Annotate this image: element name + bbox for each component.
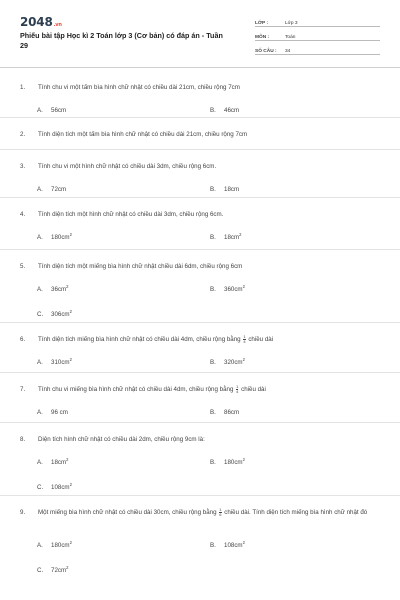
answer-option[interactable] (210, 542, 245, 549)
option-letter: A. (37, 107, 43, 114)
option-unit-exponent: 2 (242, 357, 245, 362)
logo-text: 2048 (20, 15, 53, 29)
option-letter: C. (37, 311, 44, 318)
option-value: 180cm (51, 542, 70, 549)
question-number: 4. (20, 211, 26, 218)
meta-key: SỐ CÂU : (255, 49, 277, 54)
option-unit-exponent: 2 (242, 284, 245, 289)
option-letter: C. (37, 484, 44, 491)
option-letter: B. (210, 459, 216, 466)
question-separator (0, 197, 400, 198)
question-text: Diện tích hình chữ nhật có chiều dài 2dm, chiều rộng 9cm là: (38, 436, 205, 443)
option-letter: A. (37, 542, 43, 549)
option-unit-exponent: 2 (69, 309, 72, 314)
option-value: 96 cm (51, 409, 68, 416)
option-unit-exponent: 2 (69, 540, 72, 545)
meta-value: 34 (285, 49, 291, 54)
question-number: 3. (20, 163, 26, 170)
option-value: 56cm (51, 107, 67, 114)
option-value: 180cm (51, 234, 70, 241)
meta-key: MÔN : (255, 35, 270, 40)
meta-row-subject (255, 28, 380, 41)
option-value: 72cm (51, 567, 67, 574)
option-value: 108cm (224, 542, 243, 549)
option-value: 36cm (51, 286, 67, 293)
question-text: Tính chu vi một tấm bìa hình chữ nhật có chiều dài 21cm, chiều rộng 7cm (38, 84, 240, 91)
option-value: 86cm (224, 409, 240, 416)
option-unit-exponent: 2 (66, 284, 69, 289)
question-separator (0, 495, 400, 496)
option-unit-exponent: 2 (242, 457, 245, 462)
answer-option[interactable] (37, 409, 68, 416)
question-text-before: Tính diện tích miếng bìa hình chữ nhật có chiều dài 4dm, chiều rộng bằng (38, 336, 241, 344)
question-text-before: Một miếng bìa hình chữ nhật có chiều dài 30cm, chiều rộng bằng (38, 509, 217, 517)
option-value: 18cm (224, 186, 240, 193)
question-number: 2. (20, 131, 26, 138)
answer-option[interactable] (210, 286, 245, 293)
answer-option[interactable] (37, 107, 66, 114)
meta-key: LỚP : (255, 21, 269, 26)
option-unit-exponent: 2 (242, 540, 245, 545)
option-unit-exponent: 2 (69, 482, 72, 487)
question-number: 8. (20, 436, 26, 443)
answer-option[interactable] (37, 567, 68, 574)
meta-value: Lớp 3 (285, 21, 298, 26)
option-value: 46cm (224, 107, 240, 114)
answer-option[interactable] (210, 459, 245, 466)
option-value: 18cm (51, 459, 67, 466)
question-text-before: Tính chu vi miếng bìa hình chữ nhật có chiều dài 4dm, chiều rộng bằng (38, 386, 234, 394)
question-number: 1. (20, 84, 26, 91)
question-separator (0, 249, 400, 250)
question-text: Tính diện tích một tấm bìa hình chữ nhật có chiều dài 21cm, chiều rộng 7cm (38, 131, 248, 138)
option-letter: A. (37, 186, 43, 193)
header-divider (0, 67, 400, 68)
fraction (236, 385, 238, 394)
fraction (219, 508, 221, 517)
option-letter: B. (210, 359, 216, 366)
meta-row-grade (255, 14, 380, 27)
question-text-after: chiều dài. Tính diện tích miếng bìa hình chữ nhật đó (224, 509, 368, 517)
answer-option[interactable] (37, 186, 66, 193)
meta-value: Toán (285, 35, 296, 40)
question-separator (0, 117, 400, 118)
option-letter: A. (37, 234, 43, 241)
option-unit-exponent: 2 (66, 457, 69, 462)
fraction-numerator: 1 (243, 334, 246, 339)
answer-option[interactable] (210, 359, 245, 366)
answer-option[interactable] (37, 359, 72, 366)
fraction-denominator: 6 (219, 512, 222, 517)
option-letter: A. (37, 359, 43, 366)
option-letter: A. (37, 286, 43, 293)
question-separator (0, 149, 400, 150)
fraction (243, 335, 245, 344)
option-value: 306cm (51, 311, 70, 318)
meta-row-question-count (255, 42, 380, 55)
question-text: Tính diện tích một miếng bìa hình chữ nhật chiều dài 6dm, chiều rộng 6cm (38, 263, 243, 270)
option-letter: B. (210, 542, 216, 549)
option-value: 108cm (51, 484, 70, 491)
option-unit-exponent: 2 (239, 232, 242, 237)
answer-option[interactable] (210, 409, 239, 416)
option-letter: B. (210, 186, 216, 193)
option-value: 180cm (224, 459, 243, 466)
answer-option[interactable] (37, 459, 68, 466)
question-text: Tính chu vi một hình chữ nhật có chiều dài 3dm, chiều rộng 6cm. (38, 163, 217, 170)
question-text: Tính diện tích một hình chữ nhật có chiều dài 3dm, chiều rộng 6cm. (38, 211, 224, 218)
option-letter: B. (210, 234, 216, 241)
option-letter: B. (210, 107, 216, 114)
question-text-after: chiều dài (248, 336, 274, 344)
question-text-after: chiều dài (241, 386, 266, 394)
option-value: 18cm (224, 234, 240, 241)
question-number: 9. (20, 509, 26, 516)
question-separator (0, 372, 400, 373)
option-value: 310cm (51, 359, 70, 366)
logo-domain: .vn (53, 22, 62, 28)
question-separator (0, 422, 400, 423)
answer-option[interactable] (210, 186, 239, 193)
option-value: 72cm (51, 186, 67, 193)
option-letter: B. (210, 409, 216, 416)
option-unit-exponent: 2 (66, 565, 69, 570)
answer-option[interactable] (37, 286, 68, 293)
option-letter: B. (210, 286, 216, 293)
worksheet-meta (255, 14, 380, 56)
answer-option[interactable] (37, 311, 72, 318)
answer-option[interactable] (210, 107, 239, 114)
question-text (38, 508, 380, 517)
option-letter: A. (37, 409, 43, 416)
option-value: 360cm (224, 286, 243, 293)
option-unit-exponent: 2 (69, 232, 72, 237)
answer-option[interactable] (37, 542, 72, 549)
question-number: 6. (20, 336, 26, 343)
fraction-numerator: 1 (236, 384, 239, 389)
answer-option[interactable] (37, 484, 72, 491)
answer-option[interactable] (37, 234, 72, 241)
question-text (38, 385, 380, 394)
question-number: 7. (20, 386, 26, 393)
site-logo[interactable] (20, 15, 62, 29)
worksheet-title: Phiếu bài tập Học kì 2 Toán lớp 3 (Cơ bản) có đáp án - Tuần 29 (20, 31, 223, 50)
fraction-denominator: 4 (236, 389, 239, 394)
fraction-numerator: 1 (219, 507, 222, 512)
fraction-denominator: 4 (243, 339, 246, 344)
option-letter: A. (37, 459, 43, 466)
question-separator (0, 322, 400, 323)
worksheet-header (0, 0, 400, 64)
option-letter: C. (37, 567, 44, 574)
question-text (38, 335, 380, 344)
question-number: 5. (20, 263, 26, 270)
answer-option[interactable] (210, 234, 241, 241)
option-value: 320cm (224, 359, 243, 366)
option-unit-exponent: 2 (69, 357, 72, 362)
